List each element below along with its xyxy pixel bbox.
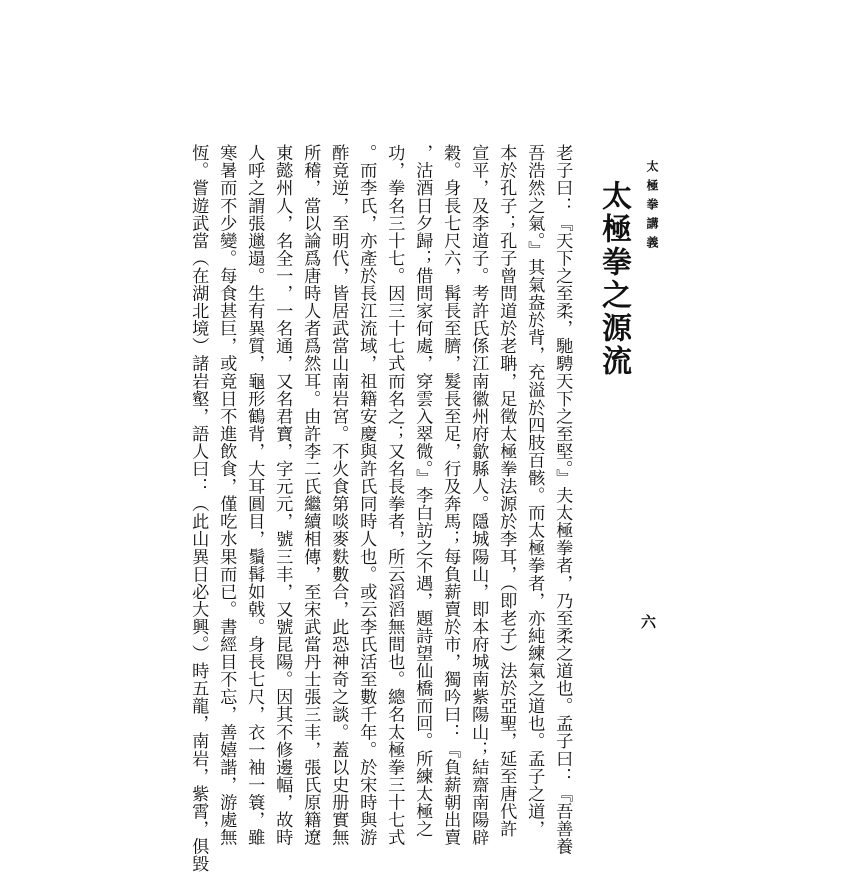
text-column: 宣平，及李道子。考許氏係江南徽州府歙縣人。隱城陽山，即本府城南紫陽山；結齋南陽辟 — [468, 144, 489, 846]
text-column: 吾浩然之氣。』其氣盎於背，充溢於四肢百骸。而太極拳者，亦純練氣之道也。孟子之道， — [524, 144, 545, 838]
page-number: 六 — [639, 614, 657, 629]
text-column: 酢竟逆，至明代，皆居武當山南岩宮。不火食第啖麥麩數合，此恐神奇之談。蓋以史册實無 — [328, 144, 349, 846]
text-column: 本於孔子；孔子曾問道於老聃，足徵太極拳法源於李耳，（即老子）法於亞聖，延至唐代許 — [496, 144, 517, 838]
book-page — [122, 36, 726, 873]
text-column: 所稽，當以論爲唐時人者爲然耳。由許李二氏繼續相傳，至宋武當丹士張三丰，張氏原籍遼 — [300, 144, 321, 846]
text-column: 寒暑而不少變。每食甚巨，或竟日不進飲食，僅吃水果而已。書經目不忘，善嬉諧，游處無 — [216, 144, 237, 846]
text-column: 東懿州人，名全一，一名通，又名君寶，字元元，號三丰，又號昆陽。因其不修邊幅，故時 — [272, 144, 293, 846]
text-column: 功，拳名三十七。因三十七式而名之；又名長拳者，所云滔滔無間也。總名太極拳三十七式 — [384, 144, 405, 846]
text-column: 恆。嘗遊武當（在湖北境）諸岩壑，語人曰：（此山異日必大興。）時五龍，南岩，紫霄，俱毀 — [188, 144, 209, 873]
chapter-title: 太極拳之源流 — [596, 180, 631, 378]
text-column: 人呼之謂張邋遢。生有異質，龜形鶴背，大耳圓目，鬚髯如戟。身長七尺，衣一袖一簑，雖 — [244, 144, 265, 846]
text-column: 。而李氏，亦產於長江流域，祖籍安慶與許氏同時人也。或云李氏活至數千年。於宋時與游 — [356, 144, 377, 846]
running-head: 太極拳講義 — [645, 160, 659, 255]
text-column: 老子曰：『天下之至柔，馳騁天下之至堅。』夫太極拳者，乃至柔之道也。孟子曰：『吾善養 — [552, 144, 573, 855]
text-column: ，沽酒日夕歸；借問家何處，穿雲入翠微。』李白訪之不遇，題詩望仙橋而回。所練太極之 — [412, 144, 433, 838]
text-column: 穀。身長七尺六，髯長至臍，髮長至足，行及奔馬；每負薪賣於市，獨吟曰：『負薪朝出賣 — [440, 144, 461, 846]
